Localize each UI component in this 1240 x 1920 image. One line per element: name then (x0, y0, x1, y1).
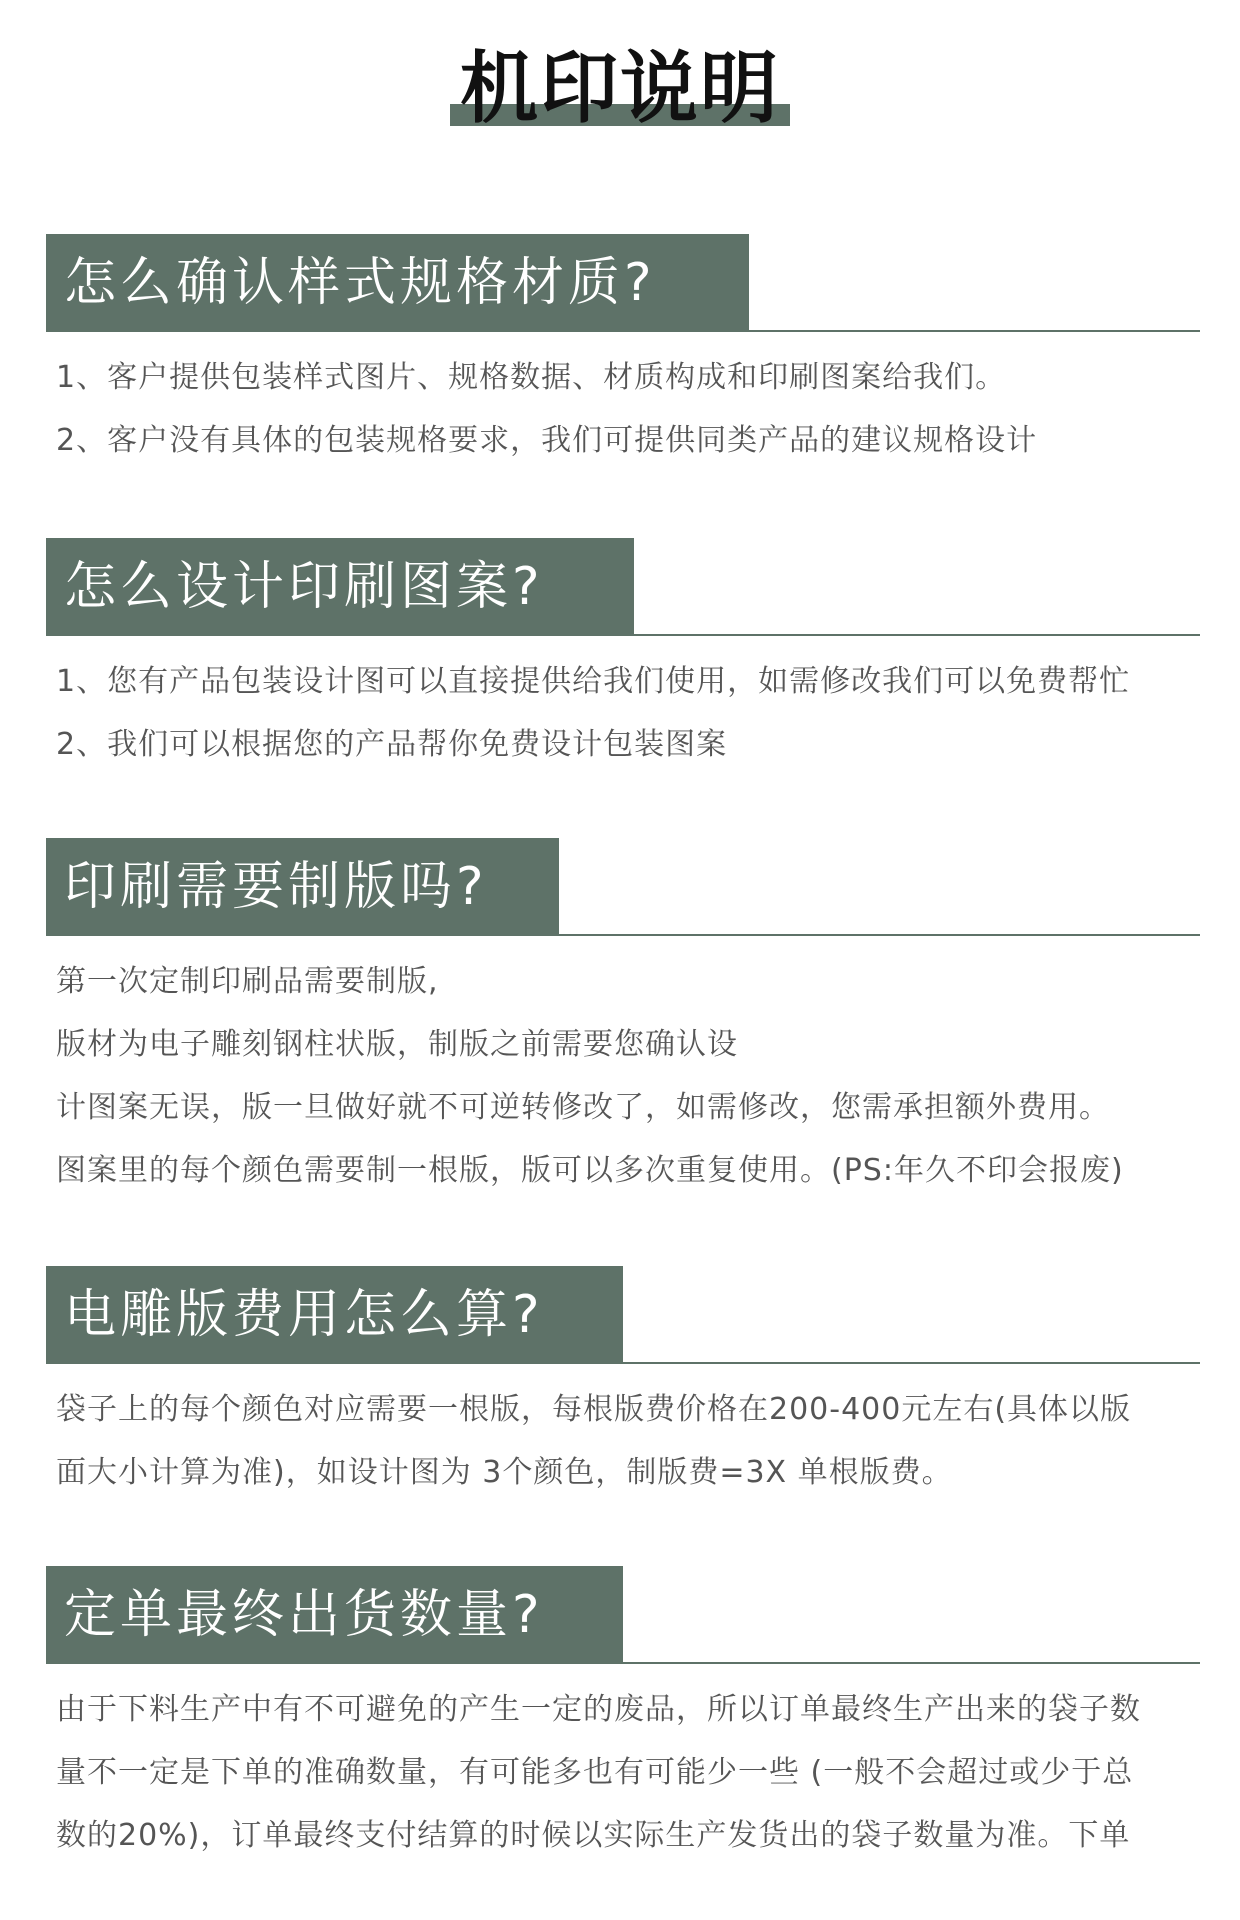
section-header (46, 234, 1200, 332)
section-divider (46, 934, 1200, 936)
section-heading: 怎么设计印刷图案? (46, 538, 634, 636)
section-divider (46, 1662, 1200, 1664)
page-title: 机印说明 (456, 50, 784, 128)
text-line: 图案里的每个颜色需要制一根版，版可以多次重复使用。(PS:年久不印会报废) (56, 1153, 1124, 1188)
text-line: 第一次定制印刷品需要制版, (56, 964, 439, 999)
section-body (46, 950, 1200, 1202)
text-line: 1、客户提供包装样式图片、规格数据、材质构成和印刷图案给我们。 (56, 360, 1007, 395)
section-header (46, 1566, 1200, 1664)
section-header (46, 1266, 1200, 1364)
section-heading: 定单最终出货数量? (46, 1566, 623, 1664)
section-heading: 印刷需要制版吗? (46, 838, 559, 936)
text-line: 袋子上的每个颜色对应需要一根版，每根版费价格在200-400元左右(具体以版 (56, 1392, 1132, 1427)
section-divider (46, 634, 1200, 636)
section-heading: 怎么确认样式规格材质? (46, 234, 749, 332)
section-header (46, 838, 1200, 936)
text-line: 由于下料生产中有不可避免的产生一定的废品，所以订单最终生产出来的袋子数 (56, 1692, 1141, 1727)
section-divider (46, 330, 1200, 332)
section-design-pattern (46, 538, 1200, 776)
section-header (46, 538, 1200, 636)
text-line: 面大小计算为准)，如设计图为 3个颜色，制版费=3X 单根版费。 (56, 1455, 953, 1490)
section-body (46, 1678, 1200, 1867)
section-body (46, 1378, 1200, 1504)
section-heading: 电雕版费用怎么算? (46, 1266, 623, 1364)
section-plate-cost (46, 1266, 1200, 1504)
section-body (46, 346, 1200, 472)
text-line: 2、我们可以根据您的产品帮你免费设计包装图案 (56, 727, 728, 762)
text-line: 2、客户没有具体的包装规格要求，我们可提供同类产品的建议规格设计 (56, 423, 1038, 458)
section-body (46, 650, 1200, 776)
section-confirm-spec (46, 234, 1200, 472)
text-line: 计图案无误，版一旦做好就不可逆转修改了，如需修改，您需承担额外费用。 (56, 1090, 1110, 1125)
text-line: 量不一定是下单的准确数量，有可能多也有可能少一些 (一般不会超过或少于总 (56, 1755, 1134, 1790)
page-title-wrap (0, 44, 1240, 134)
section-divider (46, 1362, 1200, 1364)
text-line: 版材为电子雕刻钢柱状版，制版之前需要您确认设 (56, 1027, 738, 1062)
section-final-quantity (46, 1566, 1200, 1867)
text-line: 数的20%)，订单最终支付结算的时候以实际生产发货出的袋子数量为准。下单 (56, 1818, 1131, 1853)
section-plate-making (46, 838, 1200, 1202)
text-line: 1、您有产品包装设计图可以直接提供给我们使用，如需修改我们可以免费帮忙 (56, 664, 1131, 699)
